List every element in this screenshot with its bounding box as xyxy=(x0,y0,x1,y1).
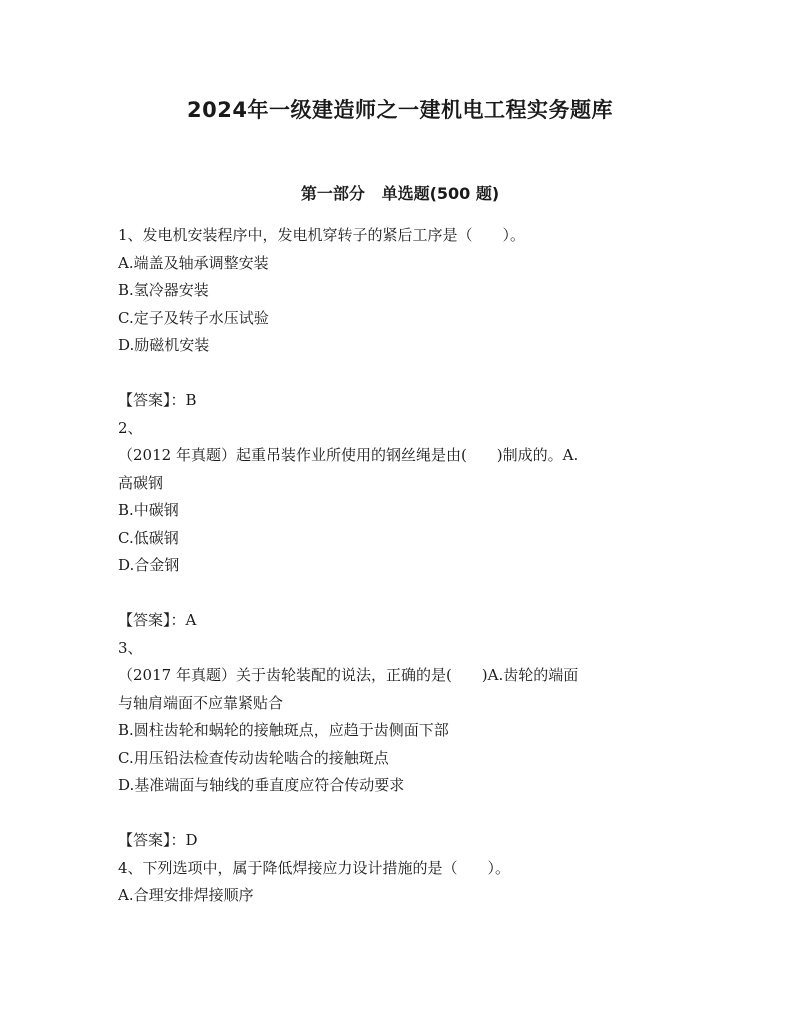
answer-label: 【答案】： xyxy=(118,831,186,849)
document-title: 2024年一级建造师之一建机电工程实务题库 xyxy=(187,98,613,122)
option-d: D.合金钢 xyxy=(118,556,180,574)
answer-label: 【答案】： xyxy=(118,611,186,629)
question-list xyxy=(118,222,678,910)
section-part-label: 第一部分 xyxy=(300,184,365,203)
question-stem-line: （2017 年真题）关于齿轮装配的说法，正确的是( )A.齿轮的端面 xyxy=(118,666,579,684)
answer-label: 【答案】： xyxy=(118,391,186,409)
section-heading-label: 单选题(500 题) xyxy=(381,184,500,203)
answer-line xyxy=(118,387,678,415)
answer-value: A xyxy=(185,611,197,629)
option-a: A.端盖及轴承调整安装 xyxy=(118,253,269,272)
option-d: D.基准端面与轴线的垂直度应符合传动要求 xyxy=(118,776,405,794)
question-item-1 xyxy=(118,222,678,415)
question-stem-line: 与轴肩端面不应靠紧贴合 xyxy=(118,693,284,712)
section-heading xyxy=(0,182,800,206)
option-b: B.氢冷器安装 xyxy=(118,281,209,299)
option-c: C.低碳钢 xyxy=(118,528,179,547)
answer-value: B xyxy=(185,391,197,409)
question-item-2 xyxy=(118,415,678,635)
question-number: 3、 xyxy=(118,638,143,657)
option-c: C.用压铅法检查传动齿轮啮合的接触斑点 xyxy=(118,748,389,767)
question-stem-line: 4、下列选项中，属于降低焊接应力设计措施的是（ ）。 xyxy=(118,858,511,877)
answer-line xyxy=(118,607,678,635)
option-d: D.励磁机安装 xyxy=(118,336,210,354)
option-b: B.圆柱齿轮和蜗轮的接触斑点，应趋于齿侧面下部 xyxy=(118,721,449,739)
question-stem-line: 高碳钢 xyxy=(118,473,164,492)
question-number: 2、 xyxy=(118,418,143,437)
question-item-4 xyxy=(118,855,678,910)
option-a: A.合理安排焊接顺序 xyxy=(118,886,254,904)
question-stem-line: 1、发电机安装程序中，发电机穿转子的紧后工序是（ ）。 xyxy=(118,226,526,244)
question-stem-line: （2012 年真题）起重吊装作业所使用的钢丝绳是由( )制成的。A. xyxy=(118,446,579,464)
option-b: B.中碳钢 xyxy=(118,501,179,519)
answer-value: D xyxy=(185,831,198,849)
answer-line xyxy=(118,827,678,855)
option-c: C.定子及转子水压试验 xyxy=(118,308,269,327)
question-item-3 xyxy=(118,635,678,855)
